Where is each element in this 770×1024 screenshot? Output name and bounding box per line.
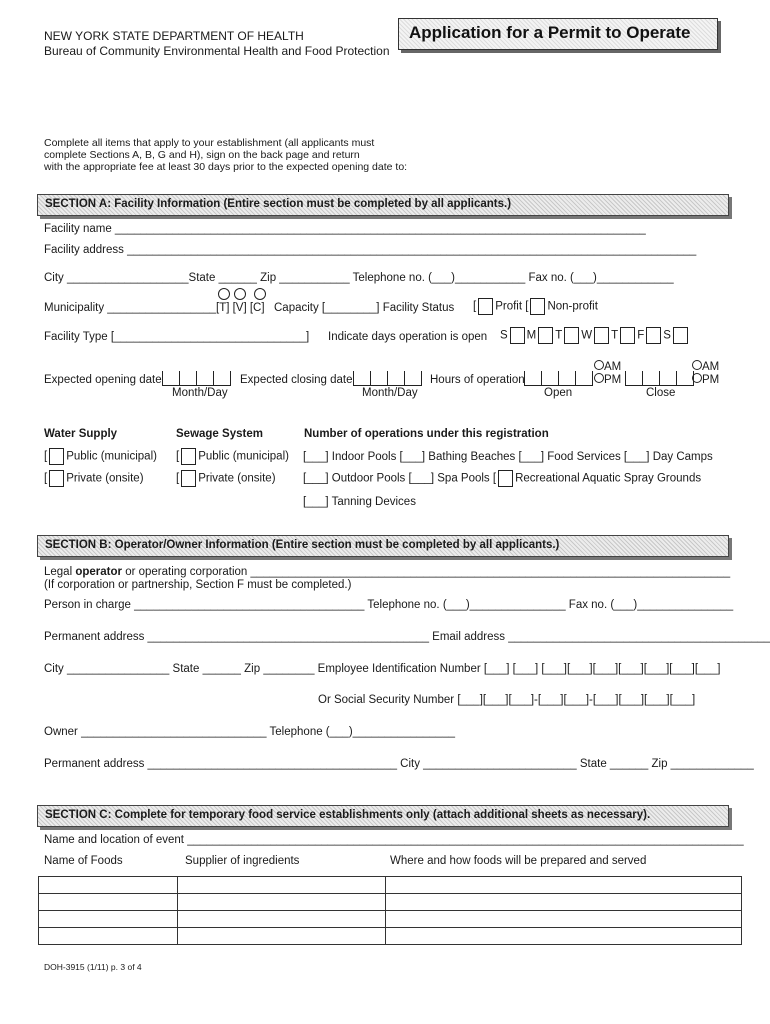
open-ampm[interactable] (594, 360, 621, 386)
day-sat-box[interactable] (673, 327, 688, 344)
table-cell[interactable] (39, 894, 178, 911)
ops-row-2[interactable]: [___] Outdoor Pools [___] Spa Pools [ Recreational Aquatic Spray Grounds (303, 470, 701, 487)
nonprofit-label: Non-profit (547, 300, 598, 313)
table-cell[interactable] (178, 928, 386, 945)
dept-name: NEW YORK STATE DEPARTMENT OF HEALTH (44, 29, 304, 43)
day-wed-box[interactable] (594, 327, 609, 344)
days-open-label: Indicate days operation is open (328, 331, 488, 343)
day-wed-label: W (581, 329, 593, 342)
intro-line-1: Complete all items that apply to your establishment (all applicants must (44, 137, 375, 149)
sewage-public-checkbox[interactable] (181, 448, 196, 465)
nonprofit-checkbox[interactable] (530, 298, 545, 315)
section-a-title: SECTION A: Facility Information (Entire section must be completed by all applicants.) (45, 198, 512, 210)
day-fri-box[interactable] (646, 327, 661, 344)
day-thu-box[interactable] (620, 327, 635, 344)
closing-date-label: Expected closing date (240, 374, 353, 386)
water-public-label: Public (municipal) (66, 450, 157, 463)
ops-outdoor-spa: [___] Outdoor Pools [___] Spa Pools (303, 472, 490, 485)
profit-checkbox[interactable] (478, 298, 493, 315)
table-cell[interactable] (39, 877, 178, 894)
open-am-label: AM (604, 361, 622, 373)
tvc-labels: [T] [V] [C] (216, 302, 265, 314)
water-public-checkbox[interactable] (49, 448, 64, 465)
col-name-of-foods: Name of Foods (44, 855, 123, 867)
legal-operator-field[interactable]: Legal operator or operating corporation ___________________________________________________________________________ (44, 566, 731, 578)
day-thu-label: T (611, 329, 619, 342)
close-am-label: AM (702, 361, 720, 373)
table-cell[interactable] (178, 911, 386, 928)
sewage-public[interactable]: [ Public (municipal) (176, 448, 289, 465)
sewage-private[interactable]: [ Private (onsite) (176, 470, 276, 487)
table-cell[interactable] (386, 877, 742, 894)
table-row (39, 911, 742, 928)
table-cell[interactable] (386, 911, 742, 928)
table-row (39, 894, 742, 911)
section-b-header (37, 535, 729, 557)
ssn-line[interactable]: Or Social Security Number [___][___][___]-[___][___]-[___][___][___][___] (318, 694, 696, 706)
facility-address-field[interactable]: Facility address _________________________________________________________________________________________ (44, 244, 697, 256)
day-tue-box[interactable] (564, 327, 579, 344)
intro-line-3: with the appropriate fee at least 30 days prior to the expected opening date to: (44, 161, 408, 173)
open-am-radio[interactable] (594, 360, 604, 370)
table-cell[interactable] (39, 928, 178, 945)
section-b-title: SECTION B: Operator/Owner Information (Entire section must be completed by all applicants.) (45, 539, 560, 551)
facility-type-field[interactable]: Facility Type [______________________________] (44, 331, 310, 343)
sewage-private-label: Private (onsite) (198, 472, 276, 485)
town-radio[interactable] (218, 288, 230, 300)
day-fri-label: F (637, 329, 645, 342)
profit-label: Profit (495, 300, 523, 313)
owner-address-line[interactable]: Permanent address _______________________________________ City ________________________ State ______ Zip _____________ (44, 758, 754, 770)
water-private[interactable]: [ Private (onsite) (44, 470, 144, 487)
sewage-private-checkbox[interactable] (181, 470, 196, 487)
form-footer: DOH-3915 (1/11) p. 3 of 4 (44, 962, 142, 972)
water-public[interactable]: [ Public (municipal) (44, 448, 157, 465)
ops-row-1[interactable]: [___] Indoor Pools [___] Bathing Beaches [___] Food Services [___] Day Camps (303, 451, 713, 463)
operator-city-line[interactable]: City ________________ State ______ Zip ________ Employee Identification Number [___] [___] [___][___][___][___][___][___][___] (44, 663, 721, 675)
food-table (38, 876, 742, 945)
close-pm-label: PM (702, 374, 720, 386)
close-pm-radio[interactable] (692, 373, 702, 383)
municipality-field[interactable]: Municipality _________________ (44, 302, 217, 314)
ops-row-3[interactable]: [___] Tanning Devices (303, 496, 416, 508)
section-c-title: SECTION C: Complete for temporary food service establishments only (attach additional sheets as necessary). (45, 809, 651, 821)
spray-grounds-checkbox[interactable] (498, 470, 513, 487)
table-row (39, 928, 742, 945)
day-mon-label: M (526, 329, 537, 342)
intro-line-2: complete Sections A, B, G and H), sign on the back page and return (44, 149, 360, 161)
form-title: Application for a Permit to Operate (409, 23, 691, 42)
table-cell[interactable] (178, 877, 386, 894)
water-supply-heading: Water Supply (44, 428, 118, 440)
open-pm-label: PM (604, 374, 622, 386)
day-sun-label: S (500, 329, 508, 342)
day-sun-box[interactable] (510, 327, 525, 344)
section-c-header (37, 805, 729, 827)
sewage-public-label: Public (municipal) (198, 450, 289, 463)
open-pm-radio[interactable] (594, 373, 604, 383)
col-supplier: Supplier of ingredients (185, 855, 300, 867)
sewage-heading: Sewage System (176, 428, 263, 440)
table-cell[interactable] (39, 911, 178, 928)
days-open-boxes (500, 327, 690, 344)
table-cell[interactable] (386, 928, 742, 945)
person-in-charge-line[interactable]: Person in charge ____________________________________ Telephone no. (___)_______________ Fax no. (___)_______________ (44, 599, 734, 611)
opening-date-label: Expected opening date (44, 374, 162, 386)
day-sat-label: S (663, 329, 671, 342)
operator-address-line[interactable]: Permanent address ____________________________________________ Email address _________________________________________ (44, 631, 770, 643)
form-title-box (398, 18, 718, 50)
section-a-header (37, 194, 729, 216)
owner-line[interactable]: Owner _____________________________ Telephone (___)________________ (44, 726, 455, 738)
city-radio[interactable] (254, 288, 266, 300)
village-radio[interactable] (234, 288, 246, 300)
event-name-field[interactable]: Name and location of event _______________________________________________________________________________________ (44, 834, 744, 846)
col-preparation: Where and how foods will be prepared and served (390, 855, 647, 867)
spray-grounds-label: Recreational Aquatic Spray Grounds (515, 472, 702, 485)
close-am-radio[interactable] (692, 360, 702, 370)
water-private-label: Private (onsite) (66, 472, 144, 485)
table-cell[interactable] (178, 894, 386, 911)
hours-label: Hours of operation (430, 374, 525, 386)
tvc-circles[interactable] (218, 288, 266, 303)
num-ops-heading: Number of operations under this registration (304, 428, 549, 440)
close-ampm[interactable] (692, 360, 719, 386)
open-label: Open (544, 387, 573, 399)
close-label: Close (646, 387, 676, 399)
table-cell[interactable] (386, 894, 742, 911)
day-mon-box[interactable] (538, 327, 553, 344)
capacity-field[interactable]: Capacity [________] Facility Status (274, 302, 455, 314)
table-row (39, 877, 742, 894)
bureau-name: Bureau of Community Environmental Health and Food Protection (44, 44, 390, 58)
facility-name-field[interactable]: Facility name ___________________________________________________________________________________ (44, 223, 646, 235)
opening-month-day: Month/Day (172, 387, 228, 399)
day-tue-label: T (555, 329, 563, 342)
facility-city-line[interactable]: City ___________________State ______ Zip ___________ Telephone no. (___)___________ Fax no. (___)____________ (44, 272, 674, 284)
water-private-checkbox[interactable] (49, 470, 64, 487)
closing-month-day: Month/Day (362, 387, 418, 399)
legal-operator-note: (If corporation or partnership, Section F must be completed.) (44, 579, 352, 591)
facility-status: [ Profit [ Non-profit (473, 298, 598, 315)
